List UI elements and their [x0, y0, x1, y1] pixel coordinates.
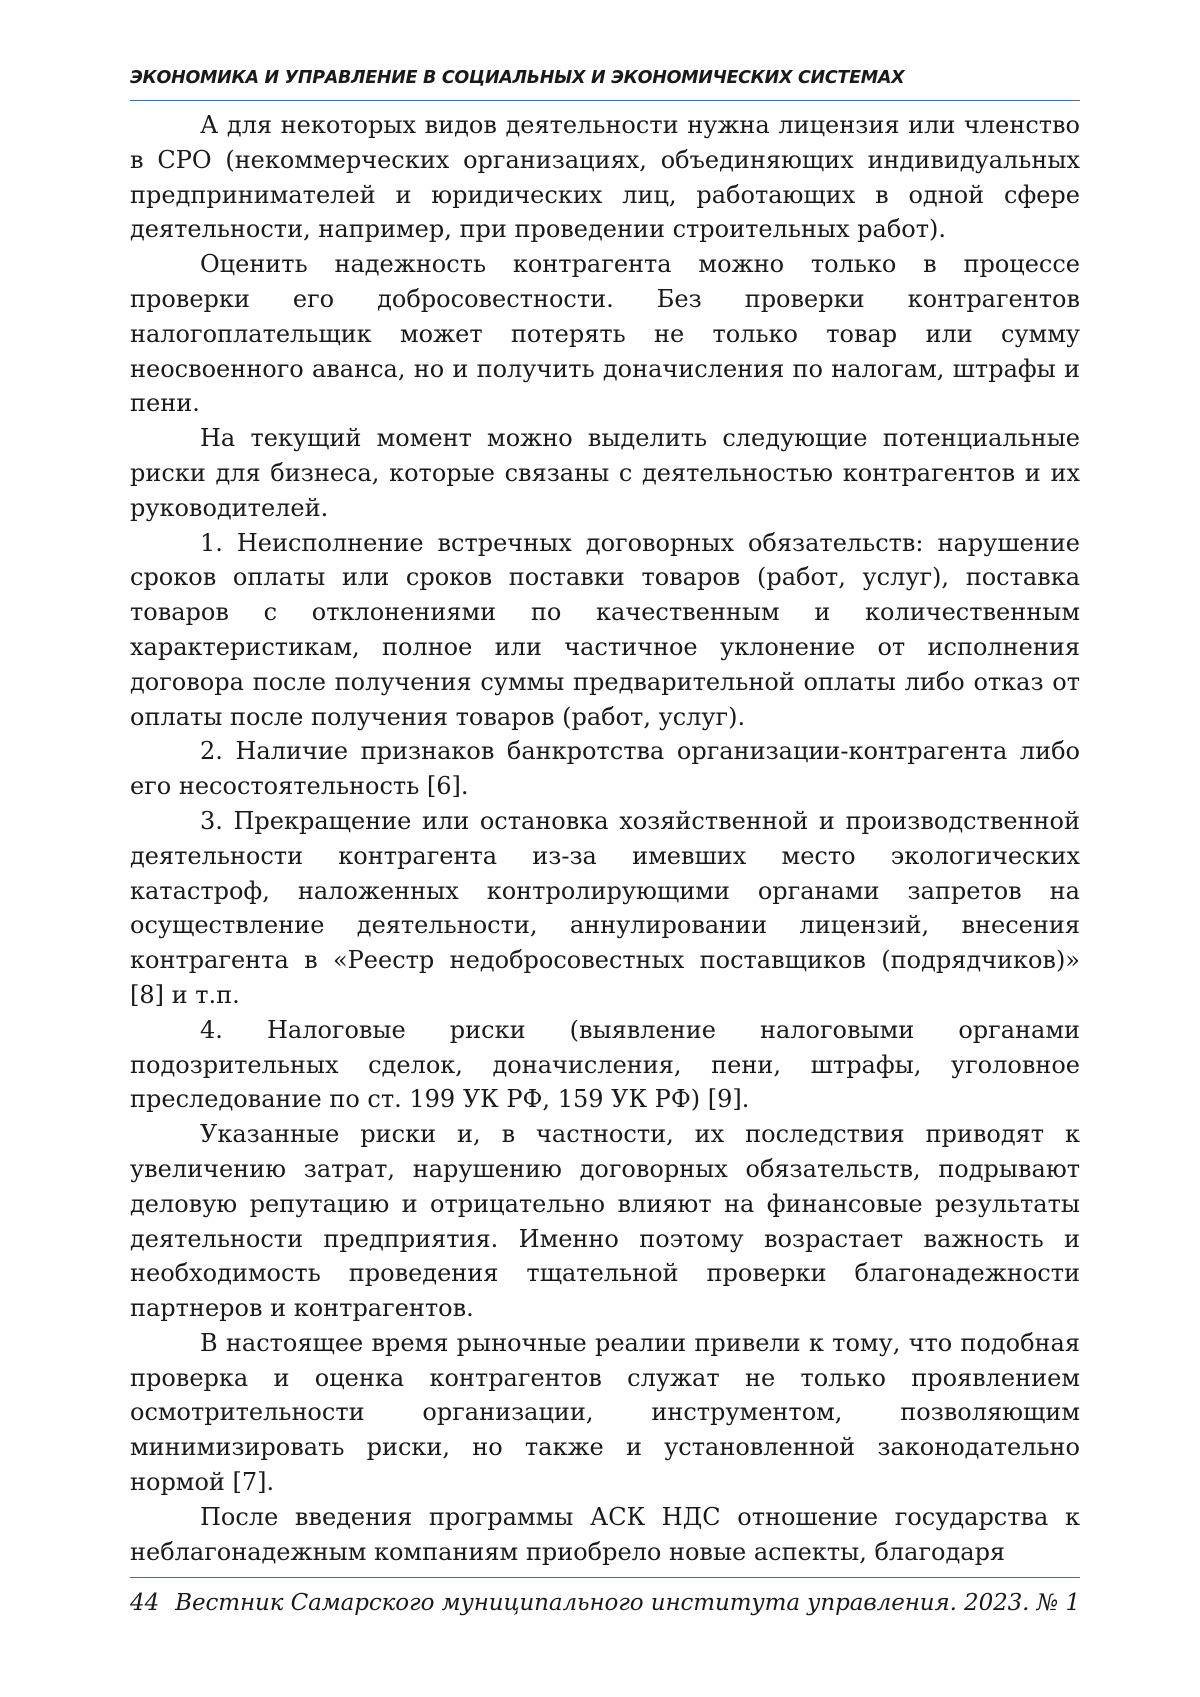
journal-page [130, 0, 1080, 1697]
paragraph-1: А для некоторых видов деятельности нужна лицензия или членство в СРО (некоммерческих организациях, объединяющих индивидуальных предпринимателей и юридических лиц, работающих в одной сфере деятельности, например, при проведении строительных работ). [130, 111, 1080, 244]
paragraph-4: Указанные риски и, в частности, их последствия приводят к увеличению затрат, нарушению договорных обязательств, подрывают деловую репутацию и отрицательно влияют на финансовые результаты деятельности предприятия. Именно поэтому возрастает важность и необходимость проведения тщательной проверки благонадежности партнеров и контрагентов. [130, 1120, 1080, 1323]
paragraph-5: В настоящее время рыночные реалии привели к тому, что подобная проверка и оценка контрагентов служат не только проявлением осмотрительности организации, инструментом, позволяющим минимизировать риски, но также и установленной законодательно нормой [7]. [130, 1328, 1080, 1497]
paragraph-3: На текущий момент можно выделить следующие потенциальные риски для бизнеса, которые связаны с деятельностью контрагентов и их руководителей. [130, 424, 1080, 522]
journal-citation: Вестник Самарского муниципального института управления. 2023. № 1 [175, 1590, 1080, 1616]
paragraph-6: После введения программы АСК НДС отношение государства к неблагонадежным компаниям приобрело новые аспекты, благодаря [130, 1502, 1080, 1566]
footer-rule [130, 1577, 1080, 1578]
body-text [130, 108, 1080, 1569]
page-number: 44 [130, 1590, 160, 1616]
list-item-1: 1. Неисполнение встречных договорных обязательств: нарушение сроков оплаты или сроков поставки товаров (работ, услуг), поставка товаров с отклонениями по качественным и количественным характеристикам, полное или частичное уклонение от исполнения договора после получения суммы предварительной оплаты либо отказ от оплаты после получения товаров (работ, услуг). [130, 528, 1080, 731]
page-footer [130, 1590, 1080, 1616]
header-rule [130, 100, 1080, 101]
list-item-2: 2. Наличие признаков банкротства организации-контрагента либо его несостоятельность [6]. [130, 737, 1080, 801]
running-header: ЭКОНОМИКА И УПРАВЛЕНИЕ В СОЦИАЛЬНЫХ И ЭКОНОМИЧЕСКИХ СИСТЕМАХ [130, 68, 905, 88]
paragraph-2: Оценить надежность контрагента можно только в процессе проверки его добросовестности. Без проверки контрагентов налогоплательщик может потерять не только товар или сумму неосвоенного аванса, но и получить доначисления по налогам, штрафы и пени. [130, 250, 1080, 418]
list-item-3: 3. Прекращение или остановка хозяйственной и производственной деятельности контрагента из-за имевших место экологических катастроф, наложенных контролирующими органами запретов на осуществление деятельности, аннулировании лицензий, внесения контрагента в «Реестр недобросовестных поставщиков (подрядчиков)» [8] и т.п. [130, 806, 1080, 1009]
list-item-4: 4. Налоговые риски (выявление налоговыми органами подозрительных сделок, доначисления, пени, штрафы, уголовное преследование по ст. 199 УК РФ, 159 УК РФ) [9]. [130, 1015, 1080, 1114]
